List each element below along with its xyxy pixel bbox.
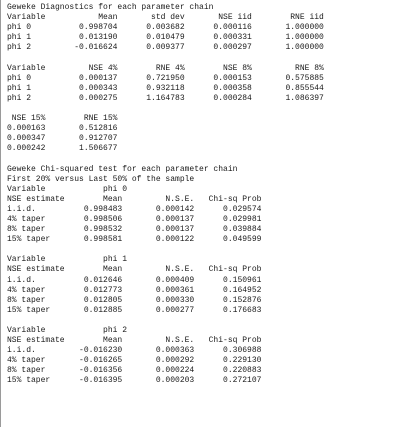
output-line: phi 0 0.000137 0.721950 0.000153 0.575885 [7,73,324,83]
output-line: phi 0 0.998704 0.003682 0.000116 1.000000 [7,23,324,33]
output-line: 0.000347 0.912707 [7,134,118,144]
output-line: 0.000163 0.512816 [7,124,118,134]
output-line: 15% taper 0.012885 0.000277 0.176683 [7,305,262,315]
output-line: 8% taper 0.012805 0.000330 0.152876 [7,295,262,305]
output-line: phi 1 0.013190 0.010479 0.000331 1.000000 [7,33,324,43]
output-line: First 20% versus Last 50% of the sample [7,174,195,184]
output-line: 4% taper 0.012773 0.000361 0.164952 [7,285,262,295]
output-line: i.i.d. 0.998483 0.000142 0.029574 [7,204,262,214]
output-line: NSE estimate Mean N.S.E. Chi-sq Prob [7,194,262,204]
output-line: NSE 15% RNE 15% [7,114,118,124]
output-line: phi 2 -0.016624 0.009377 0.000297 1.000000 [7,43,324,53]
output-line: 4% taper -0.016265 0.000292 0.229130 [7,356,262,366]
output-line: Geweke Diagnostics for each parameter chain [7,3,214,12]
output-line: Variable Mean std dev NSE iid RNE iid [7,13,324,23]
output-line: Variable phi 2 [7,326,128,335]
output-line: 0.000242 1.506677 [7,144,118,154]
output-line: 15% taper -0.016395 0.000203 0.272107 [7,376,262,386]
output-line: phi 2 0.000275 1.164783 0.000284 1.086397 [7,93,324,103]
output-line: Variable phi 0 [7,184,128,194]
output-line: 8% taper -0.016356 0.000224 0.220883 [7,366,262,376]
output-line: i.i.d. -0.016230 0.000363 0.306988 [7,346,262,356]
output-line: 4% taper 0.998506 0.000137 0.029981 [7,214,262,224]
output-line: NSE estimate Mean N.S.E. Chi-sq Prob [7,265,262,275]
output-line: 15% taper 0.998581 0.000122 0.049599 [7,235,262,245]
geweke-diagnostics-output [7,3,324,387]
output-line: phi 1 0.000343 0.932118 0.000358 0.855544 [7,83,324,93]
output-line: Geweke Chi-squared test for each parameter chain [7,164,238,174]
output-line: NSE estimate Mean N.S.E. Chi-sq Prob [7,336,262,346]
output-line: 8% taper 0.998532 0.000137 0.039884 [7,225,262,235]
output-line: Variable NSE 4% RNE 4% NSE 8% RNE 8% [7,63,324,73]
output-line: Variable phi 1 [7,255,128,265]
output-line: i.i.d. 0.012646 0.000409 0.150961 [7,275,262,285]
